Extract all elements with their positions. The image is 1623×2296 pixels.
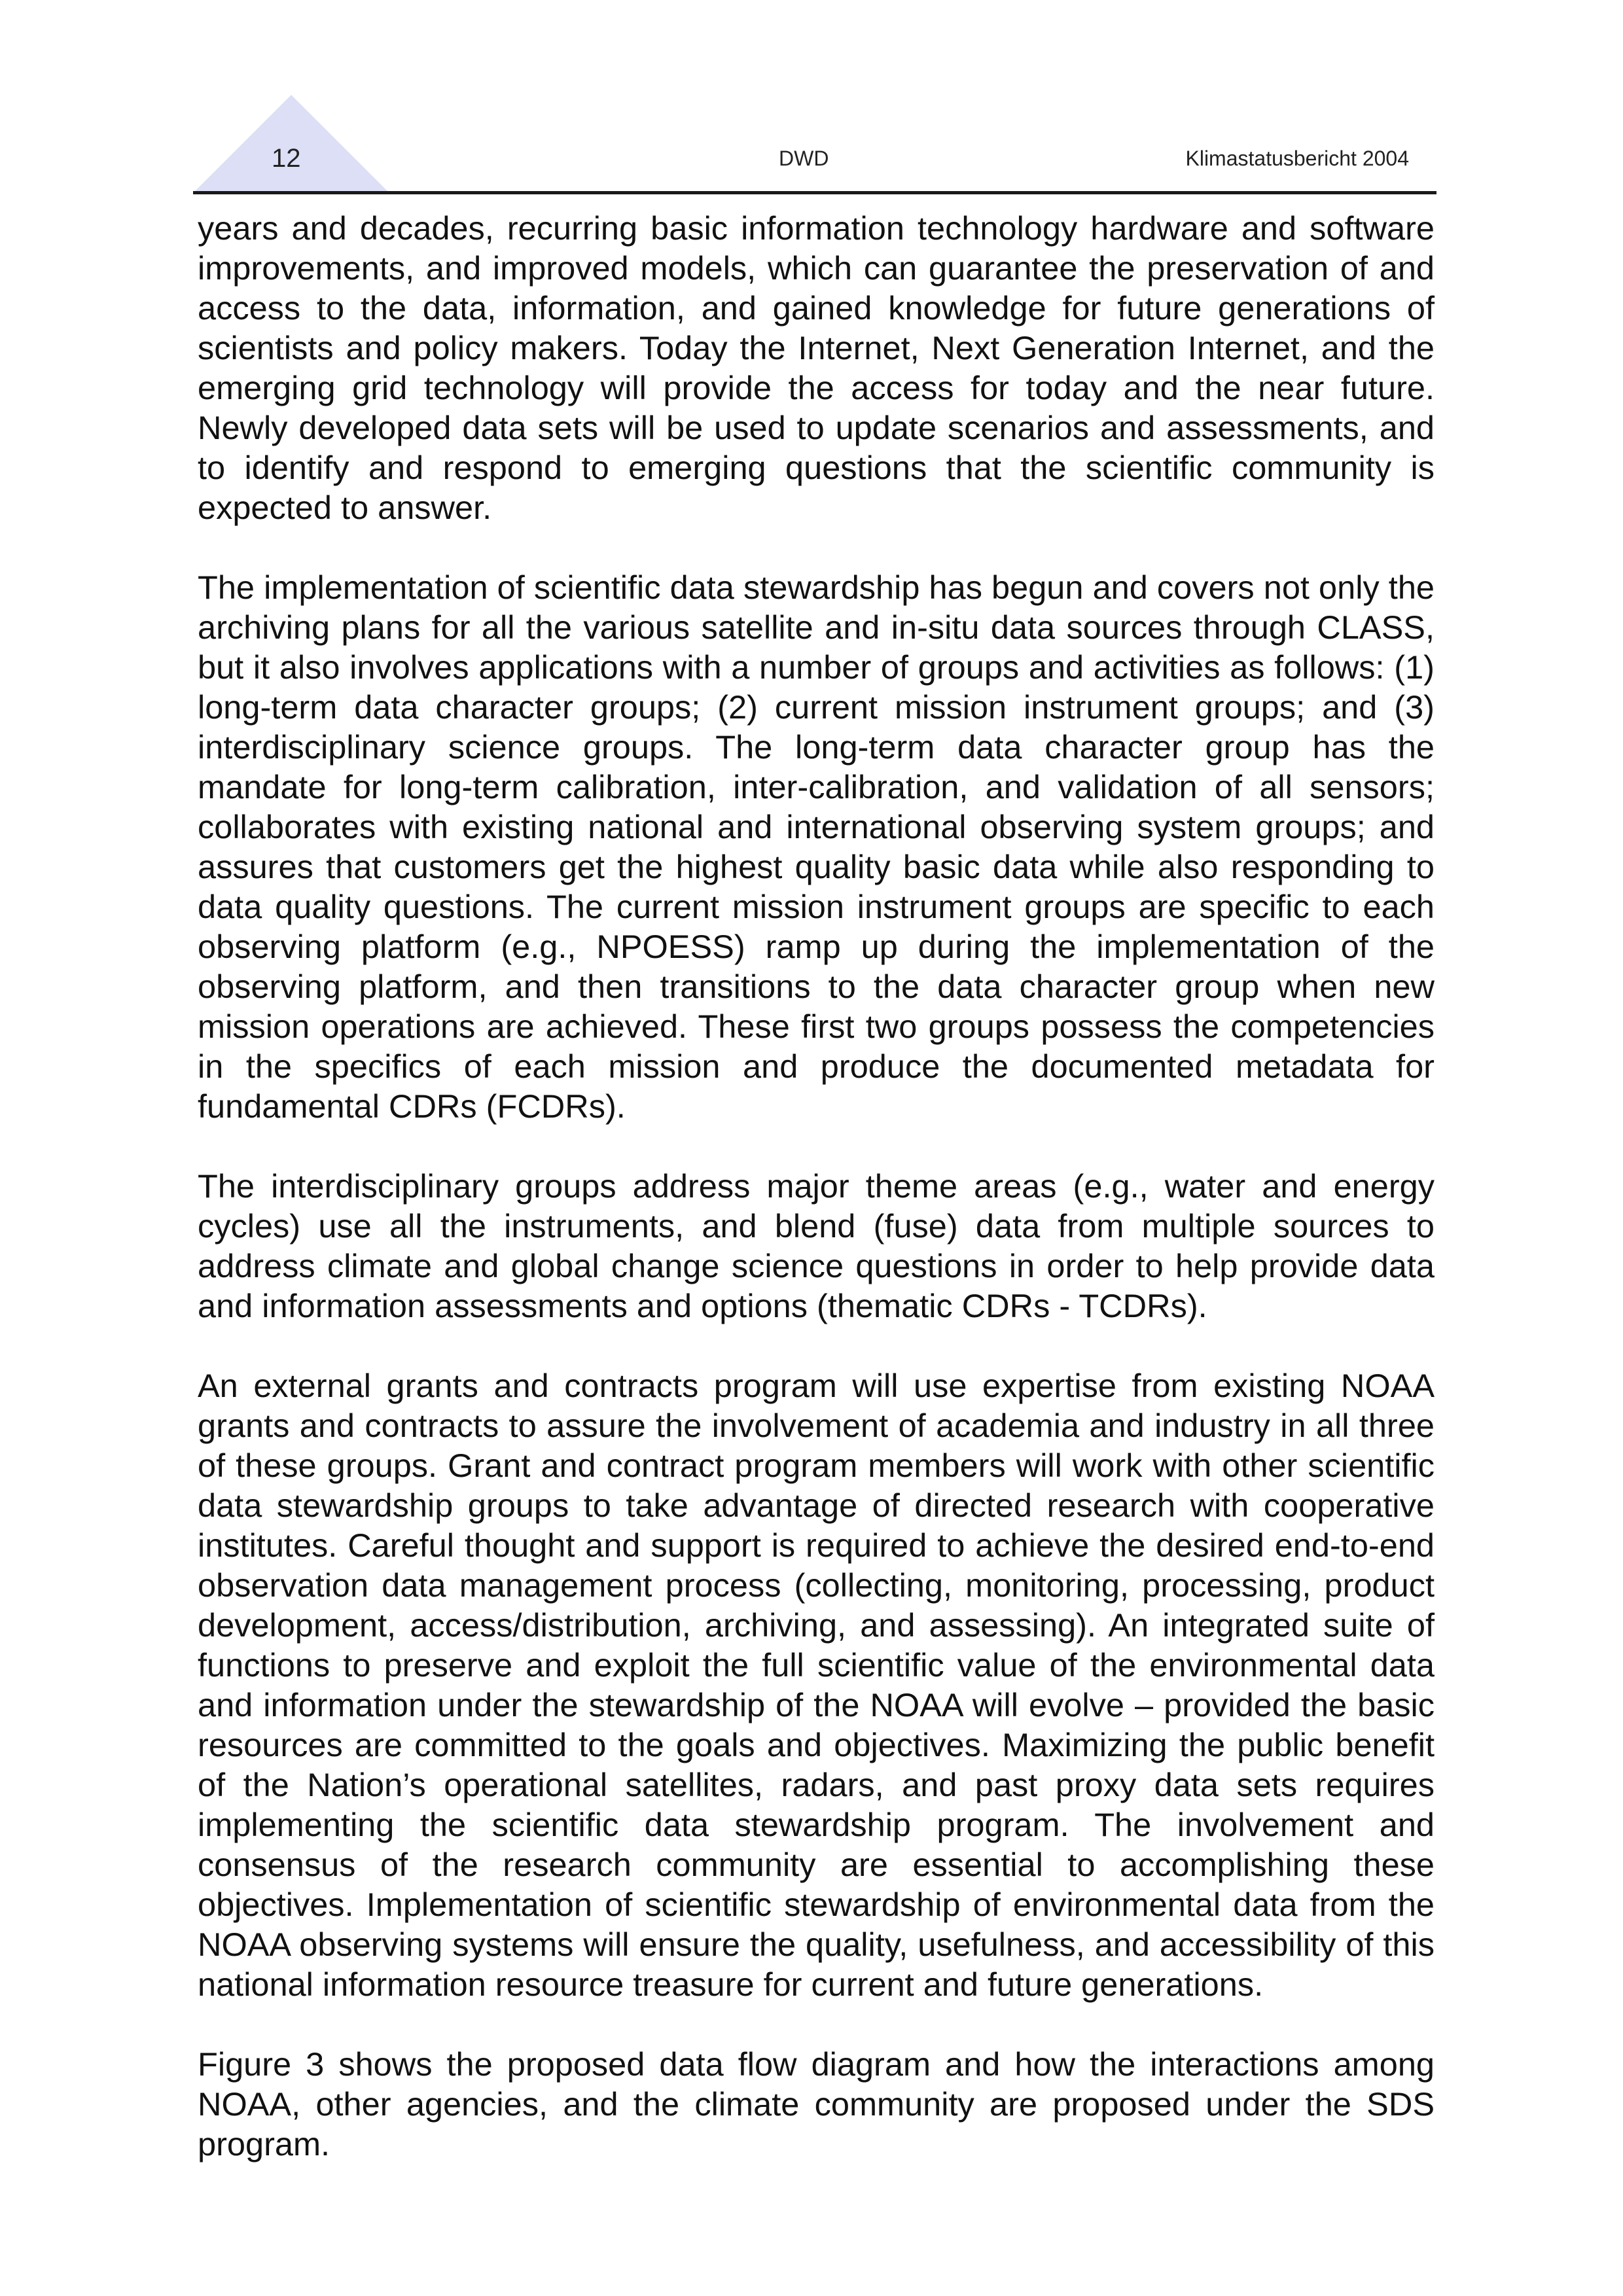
paragraph: The interdisciplinary groups address major theme areas (e.g., water and energy cycles) use all the instruments, and blend (fuse) data from multiple sources to address climate and global change science questions in order to help provide data and information assessments and options (thematic CDRs - TCDRs).: [198, 1167, 1435, 1324]
paragraph: The implementation of scientific data stewardship has begun and covers not only the archiving plans for all the various satellite and in-situ data sources through CLASS, but it also involves applications with a number of groups and activities as follows: (1) long-term data character groups; (2) current mission instrument groups; and (3) interdisciplinary science groups. The long-term data character group has the mandate for long-term calibration, inter-calibration, and validation of all sensors; collaborates with existing national and international observing system groups; and assures that customers get the highest quality basic data while also responding to data quality questions. The current mission instrument groups are specific to each observing platform (e.g., NPOESS) ramp up during the implementation of the observing platform, and then transitions to the data character group when new mission operations are achieved. These first two groups possess the competencies in the specifics of each mission and produce the documented metadata for fundamental CDRs (FCDRs).: [198, 569, 1435, 1125]
header-publisher: DWD: [779, 147, 829, 170]
page-number: 12: [272, 144, 301, 173]
body-text: [198, 208, 1435, 2164]
header-rule: [193, 191, 1436, 194]
page-header: [0, 0, 1623, 196]
header-report-title: Klimastatusbericht 2004: [1185, 147, 1409, 170]
paragraph: years and decades, recurring basic information technology hardware and software improvements, and improved models, which can guarantee the preservation of and access to the data, information, and gained knowledge for future generations of scientists and policy makers. Today the Internet, Next Generation Internet, and the emerging grid technology will provide the access for today and the near future. Newly developed data sets will be used to update scenarios and assessments, and to identify and respond to emerging questions that the scientific community is expected to answer.: [198, 209, 1435, 526]
paragraph: Figure 3 shows the proposed data flow diagram and how the interactions among NOAA, other agencies, and the climate community are proposed under the SDS program.: [198, 2045, 1435, 2163]
paragraph: An external grants and contracts program will use expertise from existing NOAA grants and contracts to assure the involvement of academia and industry in all three of these groups. Grant and contract program members will work with other scientific data stewardship groups to take advantage of directed research with cooperative institutes. Careful thought and support is required to achieve the desired end-to-end observation data management process (collecting, monitoring, processing, product development, access/distribution, archiving, and assessing). An integrated suite of functions to preserve and exploit the full scientific value of the environmental data and information under the stewardship of the NOAA will evolve – provided the basic resources are committed to the goals and objectives. Maximizing the public benefit of the Nation’s operational satellites, radars, and past proxy data sets requires implementing the scientific data stewardship program. The involvement and consensus of the research community are essential to accomplishing these objectives. Implementation of scientific stewardship of environmental data from the NOAA observing systems will ensure the quality, usefulness, and accessibility of this national information resource treasure for current and future generations.: [198, 1367, 1435, 2003]
